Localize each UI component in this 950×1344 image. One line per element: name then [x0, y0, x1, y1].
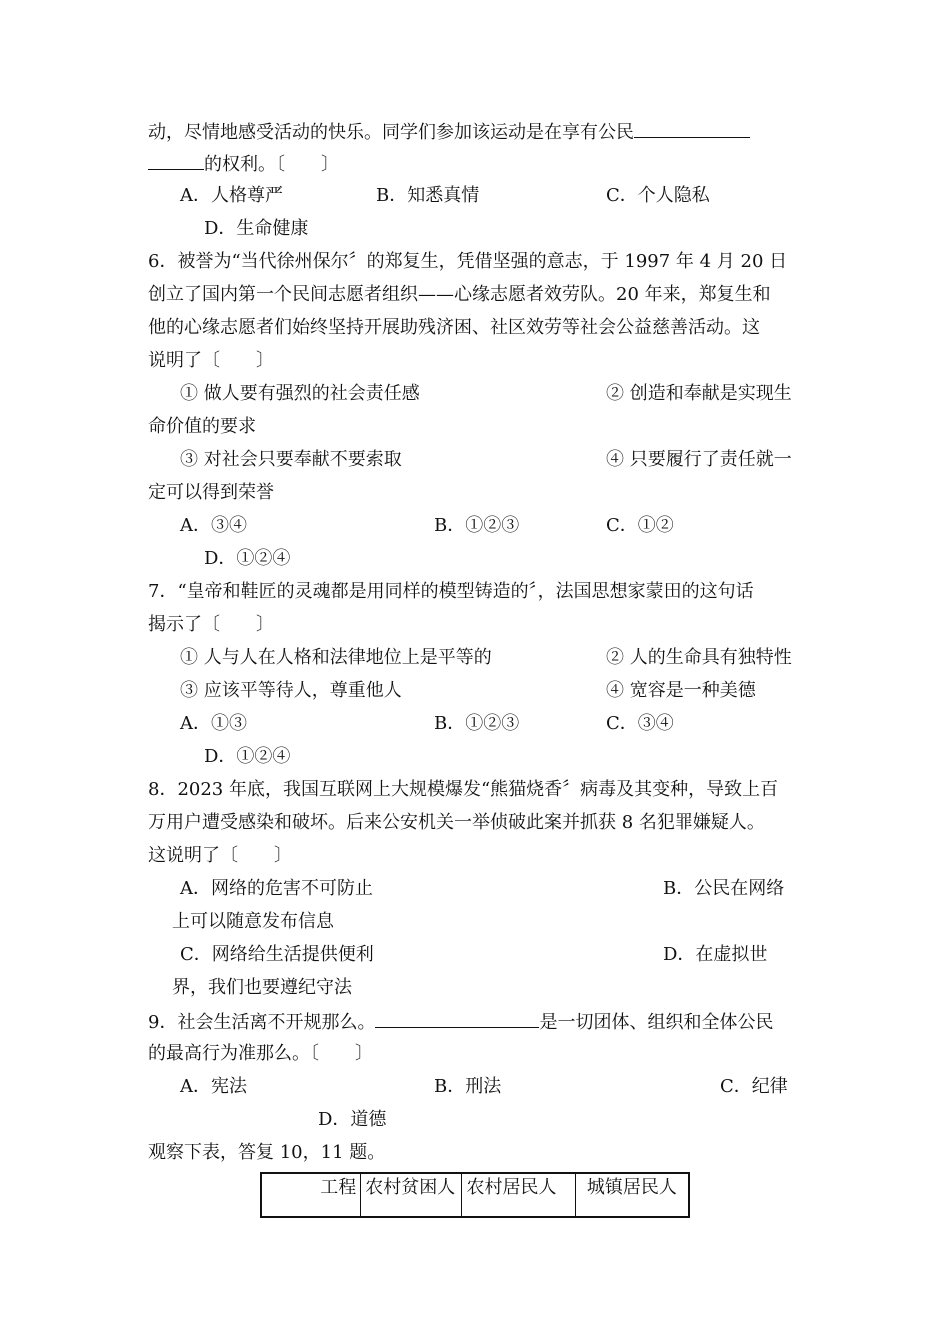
q5-line-1	[148, 119, 750, 145]
q7-item-1: ① 人与人在人格和法律地位上是平等的	[180, 647, 492, 668]
q5-answer-blank-2	[148, 151, 204, 170]
q6-option-b: B．①②③	[434, 515, 520, 536]
q9-line-1	[148, 1009, 773, 1035]
q8-option-c: C．网络给生活提供便利	[180, 944, 374, 965]
q5-option-d: D．生命健康	[204, 218, 309, 239]
q6-line-1: 6．被誉为“当代徐州保尔〞的郑复生，凭借坚强的意志，于 1997 年 4 月 20 日	[148, 251, 788, 272]
q6-option-a: A．③④	[180, 515, 247, 536]
q8-option-a: A．网络的危害不可防止	[180, 878, 373, 899]
q6-line-4: 说明了〔 〕	[148, 350, 274, 371]
table-header-cell: 农村贫困人	[361, 1173, 462, 1217]
q8-option-d-cont: 界，我们也要遵纪守法	[172, 977, 352, 998]
q7-item-2: ② 人的生命具有独特性	[606, 647, 792, 668]
q6-option-d: D．①②④	[204, 548, 291, 569]
q7-item-3: ③ 应该平等待人，尊重他人	[180, 680, 402, 701]
q6-item-2: ② 创造和奉献是实现生	[606, 383, 792, 404]
q6-item-4: ④ 只要履行了责任就一	[606, 449, 792, 470]
table-header-cell: 农村居民人	[462, 1173, 575, 1217]
q7-option-a: A．①③	[180, 713, 247, 734]
q9-line-1-prefix: 9．社会生活离不开规那么。	[148, 1012, 376, 1033]
q6-item-4-cont: 定可以得到荣誉	[148, 482, 274, 503]
q8-line-2: 万用户遭受感染和破坏。后来公安机关一举侦破此案并抓获 8 名犯罪嫌疑人。	[148, 812, 765, 833]
q5-line-1-text: 动，尽情地感受活动的快乐。同学们参加该运动是在享有公民	[148, 122, 634, 143]
q7-option-d: D．①②④	[204, 746, 291, 767]
q7-option-b: B．①②③	[434, 713, 520, 734]
q7-line-1: 7．“皇帝和鞋匠的灵魂都是用同样的模型铸造的〞，法国思想家蒙田的这句话	[148, 581, 754, 602]
q5-option-b: B．知悉真情	[376, 185, 480, 206]
q8-line-3: 这说明了〔 〕	[148, 845, 292, 866]
q9-option-a: A．宪法	[180, 1076, 247, 1097]
q9-option-b: B．刑法	[434, 1076, 502, 1097]
q5-option-c: C．个人隐私	[606, 185, 710, 206]
q8-option-b: B．公民在网络	[663, 878, 785, 899]
q5-line-2-text: 的权利。〔 〕	[204, 154, 339, 175]
q9-option-d: D．道德	[318, 1109, 387, 1130]
q8-line-1: 8．2023 年底，我国互联网上大规模爆发“熊猫烧香〞病毒及其变种，导致上百	[148, 779, 779, 800]
q6-item-1: ① 做人要有强烈的社会责任感	[180, 383, 420, 404]
q6-line-3: 他的心缘志愿者们始终坚持开展助残济困、社区效劳等社会公益慈善活动。这	[148, 317, 760, 338]
q6-line-2: 创立了国内第一个民间志愿者组织——心缘志愿者效劳队。20 年来，郑复生和	[148, 284, 771, 305]
q6-item-3: ③ 对社会只要奉献不要索取	[180, 449, 402, 470]
q6-option-c: C．①②	[606, 515, 674, 536]
q9-line-2: 的最高行为准那么。〔 〕	[148, 1043, 373, 1064]
table-header-row	[261, 1173, 689, 1217]
q6-item-2-cont: 命价值的要求	[148, 416, 256, 437]
q9-option-c: C．纪律	[720, 1076, 788, 1097]
q9-answer-blank	[375, 1009, 539, 1028]
q7-item-4: ④ 宽容是一种美德	[606, 680, 756, 701]
table-intro: 观察下表，答复 10，11 题。	[148, 1142, 386, 1163]
q7-line-2: 揭示了〔 〕	[148, 614, 274, 635]
q5-line-2	[148, 151, 339, 177]
q8-option-d: D．在虚拟世	[663, 944, 768, 965]
q5-option-a: A．人格尊严	[180, 185, 283, 206]
data-table	[260, 1172, 690, 1218]
q5-answer-blank-1	[634, 119, 750, 138]
table-header-cell: 工程	[261, 1173, 361, 1217]
table-header-cell: 城镇居民人	[575, 1173, 689, 1217]
q8-option-b-cont: 上可以随意发布信息	[172, 911, 334, 932]
q9-line-1-suffix: 是一切团体、组织和全体公民	[539, 1012, 774, 1033]
q7-option-c: C．③④	[606, 713, 674, 734]
